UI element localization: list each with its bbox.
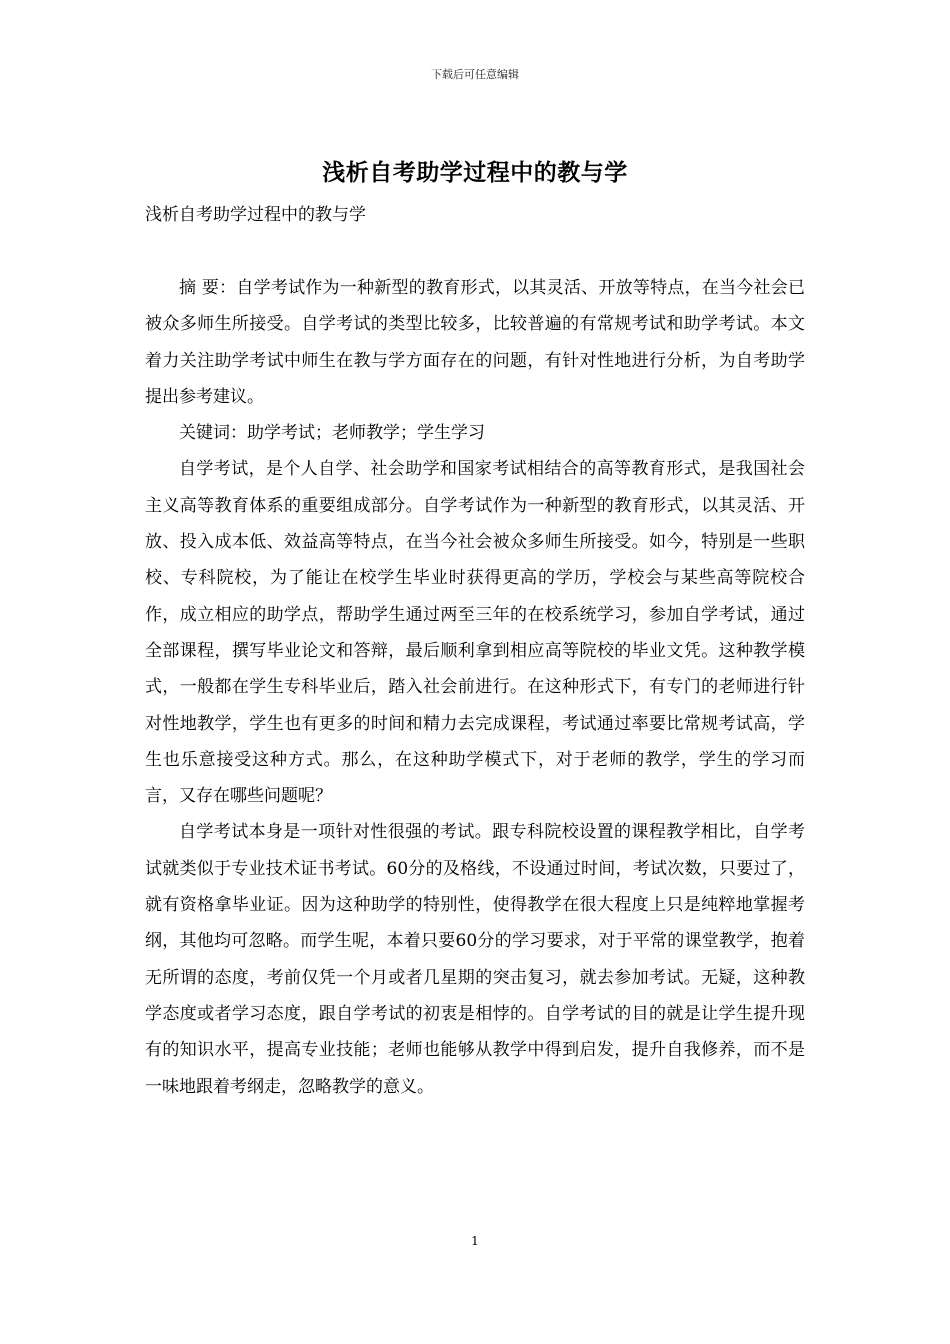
- page-number: 1: [471, 1234, 479, 1248]
- keywords-line: 关键词：助学考试；老师教学；学生学习: [179, 423, 485, 444]
- page-header-note: 下载后可任意编辑: [431, 68, 519, 81]
- body-paragraph: 自学考试本身是一项针对性很强的考试。跟专科院校设置的课程教学相比，自学考试就类似于专业技术证书考试。60分的及格线，不设通过时间，考试次数，只要过了，就有资格拿毕业证。因为这种助学的特别性，使得教学在很大程度上只是纯粹地掌握考纲，其他均可忽略。而学生呢，本着只要60分的学习要求，对于平常的课堂教学，抱着无所谓的态度，考前仅凭一个月或者几星期的突击复习，就去参加考试。无疑，这种教学态度或者学习态度，跟自学考试的初衷是相悖的。自学考试的目的就是让学生提升现有的知识水平，提高专业技能；老师也能够从教学中得到启发，提升自我修养，而不是一味地跟着考纲走，忽略教学的意义。: [145, 822, 805, 1097]
- abstract-paragraph: 摘 要：自学考试作为一种新型的教育形式，以其灵活、开放等特点，在当今社会已被众多师生所接受。自学考试的类型比较多，比较普遍的有常规考试和助学考试。本文着力关注助学考试中师生在教与学方面存在的问题，有针对性地进行分析，为自考助学提出参考建议。: [145, 278, 805, 407]
- document-body: [145, 270, 805, 1105]
- body-paragraph: 自学考试，是个人自学、社会助学和国家考试相结合的高等教育形式，是我国社会主义高等教育体系的重要组成部分。自学考试作为一种新型的教育形式，以其灵活、开放、投入成本低、效益高等特点，在当今社会被众多师生所接受。如今，特别是一些职校、专科院校，为了能让在校学生毕业时获得更高的学历，学校会与某些高等院校合作，成立相应的助学点，帮助学生通过两至三年的在校系统学习，参加自学考试，通过全部课程，撰写毕业论文和答辩，最后顺利拿到相应高等院校的毕业文凭。这种教学模式，一般都在学生专科毕业后，踏入社会前进行。在这种形式下，有专门的老师进行针对性地教学，学生也有更多的时间和精力去完成课程，考试通过率要比常规考试高，学生也乐意接受这种方式。那么，在这种助学模式下，对于老师的教学，学生的学习而言，又存在哪些问题呢？: [145, 459, 805, 807]
- document-subtitle: 浅析自考助学过程中的教与学: [145, 205, 366, 225]
- document-title: 浅析自考助学过程中的教与学: [322, 159, 628, 186]
